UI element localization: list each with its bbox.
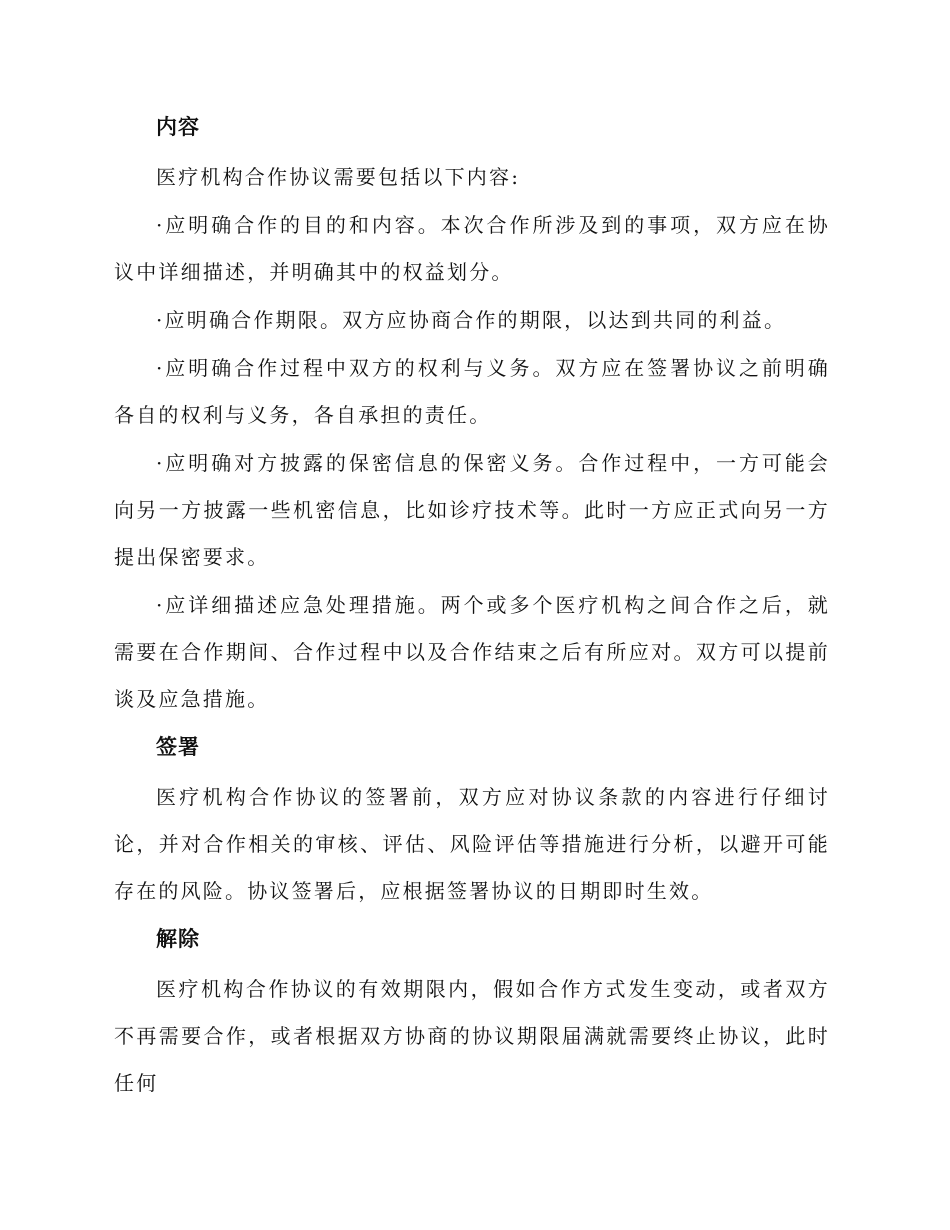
termination-body: 医疗机构合作协议的有效期限内，假如合作方式发生变动，或者双方不再需要合作，或者根据双方协商的协议期限届满就需要终止协议，此时任何 xyxy=(114,977,830,1095)
section-heading-termination: 解除 xyxy=(156,927,200,951)
signing-body: 医疗机构合作协议的签署前，双方应对协议条款的内容进行仔细讨论，并对合作相关的审核、评估、风险评估等措施进行分析，以避开可能存在的风险。协议签署后，应根据签署协议的日期即时生效。 xyxy=(114,785,830,903)
document-page xyxy=(114,104,830,1108)
section-heading-content: 内容 xyxy=(156,115,200,139)
content-item-4: ·应明确对方披露的保密信息的保密义务。合作过程中，一方可能会向另一方披露一些机密信息，比如诊疗技术等。此时一方应正式向另一方提出保密要求。 xyxy=(114,451,830,569)
content-item-1: ·应明确合作的目的和内容。本次合作所涉及到的事项，双方应在协议中详细描述，并明确其中的权益划分。 xyxy=(114,213,830,284)
content-item-3: ·应明确合作过程中双方的权利与义务。双方应在签署协议之前明确各自的权利与义务，各自承担的责任。 xyxy=(114,356,830,427)
content-item-5: ·应详细描述应急处理措施。两个或多个医疗机构之间合作之后，就需要在合作期间、合作过程中以及合作结束之后有所应对。双方可以提前谈及应急措施。 xyxy=(114,593,830,711)
section-heading-signing: 签署 xyxy=(156,735,200,759)
content-item-2: ·应明确合作期限。双方应协商合作的期限，以达到共同的利益。 xyxy=(156,308,787,332)
content-intro: 医疗机构合作协议需要包括以下内容: xyxy=(156,165,521,189)
